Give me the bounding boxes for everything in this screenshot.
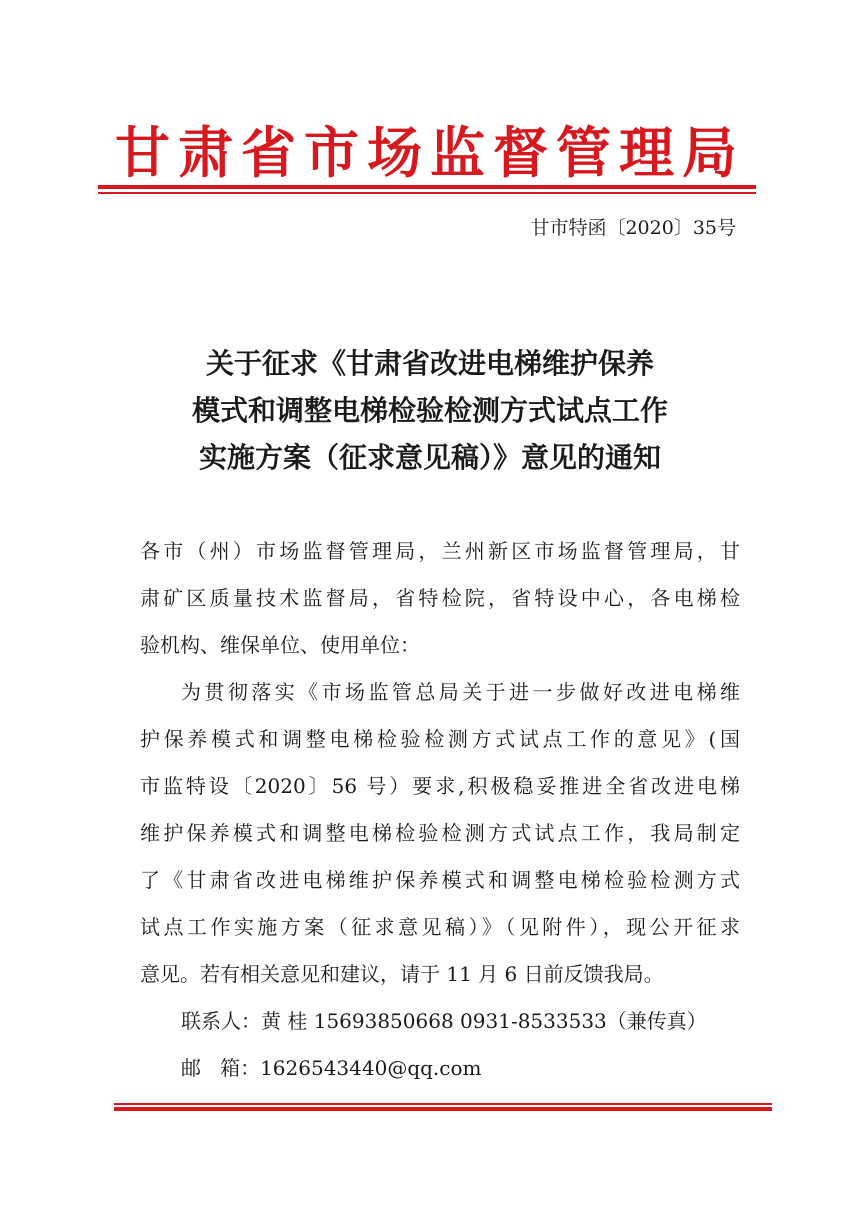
email-line: 邮 箱：1626543440@qq.com	[181, 1056, 482, 1080]
document-number: 甘市特函〔2020〕35号	[530, 217, 736, 239]
document-title	[120, 340, 740, 481]
masthead-org-name: 甘肃省市场监督管理局	[114, 120, 745, 185]
masthead-red-rule-thick	[98, 185, 756, 189]
paragraph-line: 意见。若有相关意见和建议，请于 11 月 6 日前反馈我局。	[140, 962, 664, 986]
title-line: 实施方案（征求意见稿）》意见的通知	[198, 441, 661, 474]
paragraph-line: 维护保养模式和调整电梯检验检测方式试点工作，我局制定	[140, 821, 740, 845]
title-line: 关于征求《甘肃省改进电梯维护保养	[205, 347, 654, 380]
title-line: 模式和调整电梯检验检测方式试点工作	[191, 394, 668, 427]
masthead-red-rule-thin	[98, 192, 756, 194]
footer-red-rule-thick	[114, 1107, 772, 1111]
contact-line: 联系人：黄 桂 15693850668 0931-8533533（兼传真）	[181, 1009, 707, 1033]
footer-red-rule-thin	[114, 1103, 772, 1105]
recipient-line: 各市（州）市场监督管理局，兰州新区市场监督管理局，甘	[140, 539, 740, 563]
paragraph-line: 为贯彻落实《市场监管总局关于进一步做好改进电梯维	[181, 680, 740, 704]
paragraph-line: 了《甘肃省改进电梯维护保养模式和调整电梯检验检测方式	[140, 868, 740, 892]
paragraph-line: 护保养模式和调整电梯检验检测方式试点工作的意见》(国	[140, 727, 740, 751]
recipient-line: 验机构、维保单位、使用单位：	[140, 633, 420, 657]
recipient-line: 肃矿区质量技术监督局，省特检院，省特设中心，各电梯检	[140, 586, 740, 610]
paragraph-line: 试点工作实施方案（征求意见稿）》（见附件），现公开征求	[140, 915, 740, 939]
paragraph-line: 市监特设〔2020〕56 号）要求,积极稳妥推进全省改进电梯	[140, 774, 740, 798]
document-body	[140, 528, 740, 1092]
